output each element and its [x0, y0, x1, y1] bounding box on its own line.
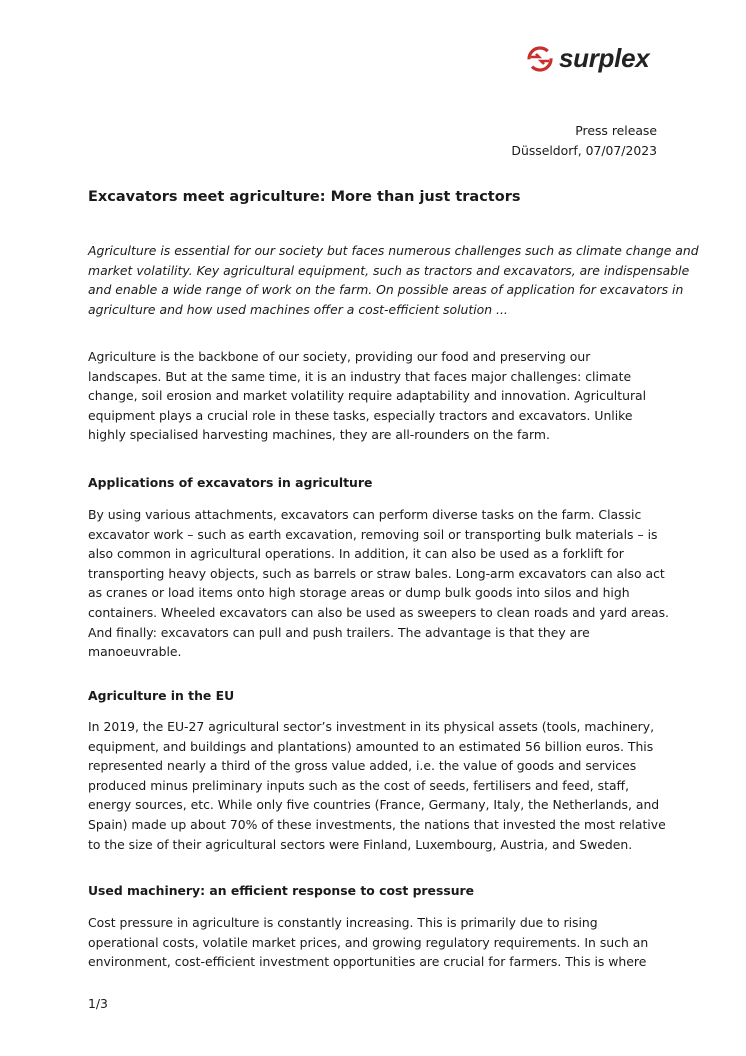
- text-line: as cranes or load items onto high storage areas or dump bulk goods into silos and high: [88, 585, 630, 601]
- text-line: excavator work – such as earth excavation, removing soil or transporting bulk materials – is: [88, 526, 658, 542]
- surplex-logo-icon: [526, 45, 554, 73]
- text-line: highly specialised harvesting machines, they are all-rounders on the farm.: [88, 427, 550, 443]
- lead-line: and enable a wide range of work on the farm. On possible areas of application for excavators in: [88, 282, 684, 298]
- text-line: energy sources, etc. While only five countries (France, Germany, Italy, the Netherlands, and: [88, 797, 660, 813]
- surplex-logo: [526, 43, 649, 74]
- section-paragraph: [88, 717, 668, 854]
- text-line: containers. Wheeled excavators can also be used as sweepers to clean roads and yard areas.: [88, 604, 669, 620]
- intro-paragraph: [88, 347, 668, 445]
- text-line: manoeuvrable.: [88, 644, 182, 660]
- text-line: Cost pressure in agriculture is constantly increasing. This is primarily due to rising: [88, 915, 598, 930]
- section-paragraph: [88, 505, 668, 662]
- text-line: And finally: excavators can pull and push trailers. The advantage is that they are: [88, 624, 590, 640]
- press-header: [511, 121, 657, 160]
- text-line: equipment, and buildings and plantations) amounted to an estimated 56 billion euros. This: [88, 738, 654, 754]
- text-line: represented nearly a third of the gross value added, i.e. the value of goods and services: [88, 758, 637, 774]
- text-line: produced minus preliminary inputs such as the cost of seeds, fertilisers and feed, staff,: [88, 777, 630, 793]
- text-line: operational costs, volatile market prices, and growing regulatory requirements. In such an: [88, 934, 649, 950]
- text-line: also common in agricultural operations. In addition, it can also be used as a forklift for: [88, 546, 624, 562]
- press-release-label: Press release: [575, 123, 657, 138]
- text-line: landscapes. But at the same time, it is an industry that faces major challenges: climate: [88, 368, 632, 384]
- text-line: transporting heavy objects, such as barrels or straw bales. Long-arm excavators can also act: [88, 565, 665, 581]
- text-line: environment, cost-efficient investment opportunities are crucial for farmers. This is where: [88, 954, 647, 970]
- text-line: Spain) made up about 70% of these investments, the nations that invested the most relative: [88, 816, 666, 832]
- logo-text: surplex: [559, 43, 650, 73]
- dateline: Düsseldorf, 07/07/2023: [511, 142, 657, 158]
- lead-paragraph: [88, 241, 699, 319]
- section-heading: Agriculture in the EU: [88, 688, 235, 703]
- lead-line: agriculture and how used machines offer a cost-efficient solution ...: [88, 301, 508, 317]
- page-title: Excavators meet agriculture: More than just tractors: [88, 189, 521, 205]
- lead-line: Agriculture is essential for our society but faces numerous challenges such as climate change and: [88, 243, 699, 258]
- section-heading: Applications of excavators in agriculture: [88, 475, 373, 490]
- text-line: By using various attachments, excavators can perform diverse tasks on the farm. Classic: [88, 507, 642, 522]
- text-line: to the size of their agricultural sectors were Finland, Luxembourg, Austria, and Sweden.: [88, 836, 633, 852]
- section-heading: Used machinery: an efficient response to cost pressure: [88, 883, 475, 898]
- page-number: 1/3: [88, 996, 108, 1011]
- text-line: change, soil erosion and market volatility require adaptability and innovation. Agricultural: [88, 388, 647, 404]
- text-line: In 2019, the EU-27 agricultural sector’s investment in its physical assets (tools, machinery,: [88, 719, 655, 734]
- text-line: equipment plays a crucial role in these tasks, especially tractors and excavators. Unlike: [88, 407, 633, 423]
- lead-line: market volatility. Key agricultural equipment, such as tractors and excavators, are indispensable: [88, 262, 690, 278]
- text-line: Agriculture is the backbone of our society, providing our food and preserving our: [88, 349, 591, 364]
- section-paragraph: [88, 913, 668, 972]
